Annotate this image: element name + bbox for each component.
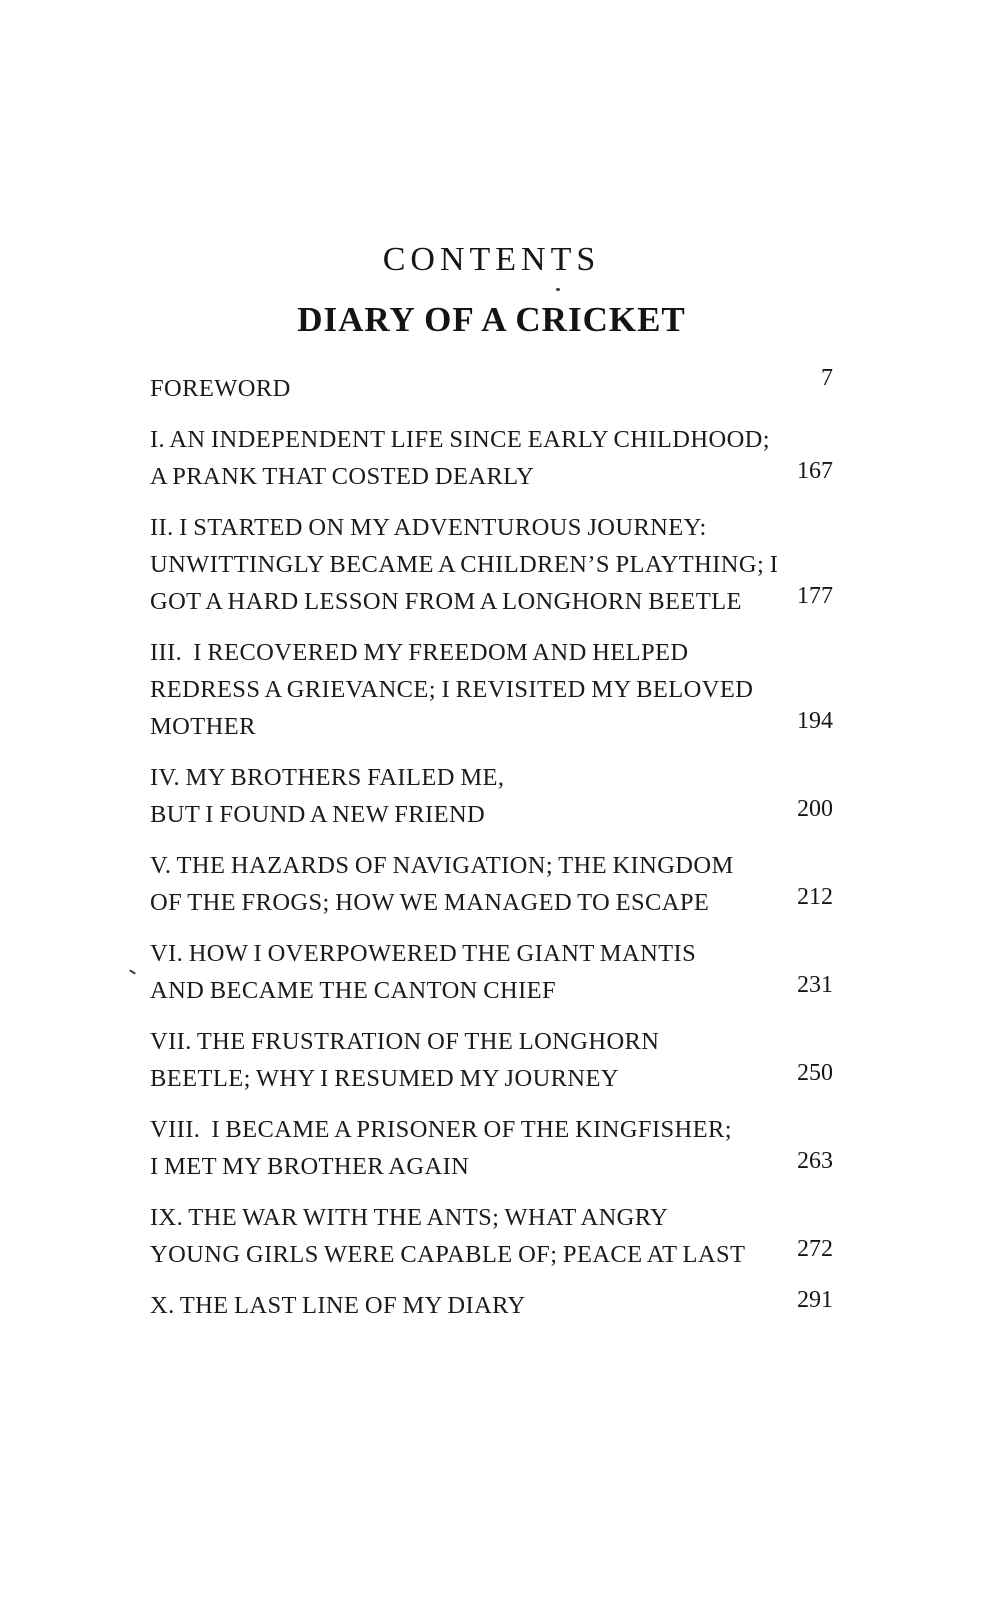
scan-tick-artifact bbox=[129, 969, 136, 974]
entry-lines bbox=[150, 759, 763, 833]
entry-page-number: 177 bbox=[797, 583, 833, 609]
entry-line: BEETLE; WHY I RESUMED MY JOURNEY bbox=[150, 1065, 619, 1092]
entry-lines bbox=[150, 1287, 763, 1324]
entry-line: REDRESS A GRIEVANCE; I REVISITED MY BELOVED bbox=[150, 676, 754, 703]
entry-page-number: 212 bbox=[797, 884, 833, 910]
entry-line: IX. THE WAR WITH THE ANTS; WHAT ANGRY bbox=[150, 1204, 669, 1231]
entry-line: I MET MY BROTHER AGAIN bbox=[150, 1153, 470, 1180]
entry-line: III. I RECOVERED MY FREEDOM AND HELPED bbox=[150, 639, 689, 666]
entry-page-number: 231 bbox=[797, 972, 833, 998]
contents-title: CONTENTS bbox=[382, 241, 601, 278]
entry-line: I. AN INDEPENDENT LIFE SINCE EARLY CHILDHOOD; bbox=[150, 426, 770, 453]
entry-page-number: 194 bbox=[797, 708, 833, 734]
entry-lines bbox=[150, 935, 763, 1009]
entry-line: VII. THE FRUSTRATION OF THE LONGHORN bbox=[150, 1028, 660, 1055]
toc-entry bbox=[150, 759, 833, 833]
entry-line: II. I STARTED ON MY ADVENTUROUS JOURNEY: bbox=[150, 514, 707, 541]
entry-line: A PRANK THAT COSTED DEARLY bbox=[150, 463, 535, 490]
entry-line: IV. MY BROTHERS FAILED ME, bbox=[150, 764, 505, 791]
entry-page-number: 200 bbox=[797, 796, 833, 822]
toc-entry bbox=[150, 509, 833, 620]
toc-entry bbox=[150, 1111, 833, 1185]
toc-entry bbox=[150, 1199, 833, 1273]
entry-lines bbox=[150, 847, 763, 921]
toc-entry bbox=[150, 935, 833, 1009]
entry-line: X. THE LAST LINE OF MY DIARY bbox=[150, 1292, 526, 1319]
entry-page-number: 7 bbox=[821, 365, 833, 391]
entry-line: GOT A HARD LESSON FROM A LONGHORN BEETLE bbox=[150, 588, 742, 615]
toc-entry bbox=[150, 365, 833, 407]
page-content bbox=[150, 0, 833, 1324]
entry-page-number: 291 bbox=[797, 1287, 833, 1313]
entry-line: UNWITTINGLY BECAME A CHILDREN’S PLAYTHING; I bbox=[150, 551, 779, 578]
entry-page-number: 272 bbox=[797, 1236, 833, 1262]
toc-entry bbox=[150, 421, 833, 495]
entry-page-number: 250 bbox=[797, 1060, 833, 1086]
entry-line: V. THE HAZARDS OF NAVIGATION; THE KINGDOM bbox=[150, 852, 734, 879]
entry-lines bbox=[150, 1023, 763, 1097]
entry-lines bbox=[150, 1111, 763, 1185]
entry-line: BUT I FOUND A NEW FRIEND bbox=[150, 801, 486, 828]
entry-line: OF THE FROGS; HOW WE MANAGED TO ESCAPE bbox=[150, 889, 710, 916]
toc-entry bbox=[150, 634, 833, 745]
book-title: DIARY OF A CRICKET bbox=[297, 300, 686, 339]
entry-page-number: 263 bbox=[797, 1148, 833, 1174]
toc-entry bbox=[150, 1287, 833, 1324]
entry-line: FOREWORD bbox=[150, 375, 291, 402]
entry-lines bbox=[150, 634, 763, 745]
entry-lines bbox=[150, 370, 763, 407]
entry-line: VIII. I BECAME A PRISONER OF THE KINGFISHER; bbox=[150, 1116, 732, 1143]
toc-list bbox=[150, 365, 833, 1324]
entry-line: AND BECAME THE CANTON CHIEF bbox=[150, 977, 557, 1004]
entry-line: VI. HOW I OVERPOWERED THE GIANT MANTIS bbox=[150, 940, 697, 967]
entry-lines bbox=[150, 1199, 763, 1273]
entry-line: MOTHER bbox=[150, 713, 256, 740]
toc-entry bbox=[150, 1023, 833, 1097]
entry-line: YOUNG GIRLS WERE CAPABLE OF; PEACE AT LAST bbox=[150, 1241, 746, 1268]
toc-entry bbox=[150, 847, 833, 921]
entry-lines bbox=[150, 421, 770, 495]
entry-lines bbox=[150, 509, 779, 620]
entry-page-number: 167 bbox=[797, 458, 833, 484]
